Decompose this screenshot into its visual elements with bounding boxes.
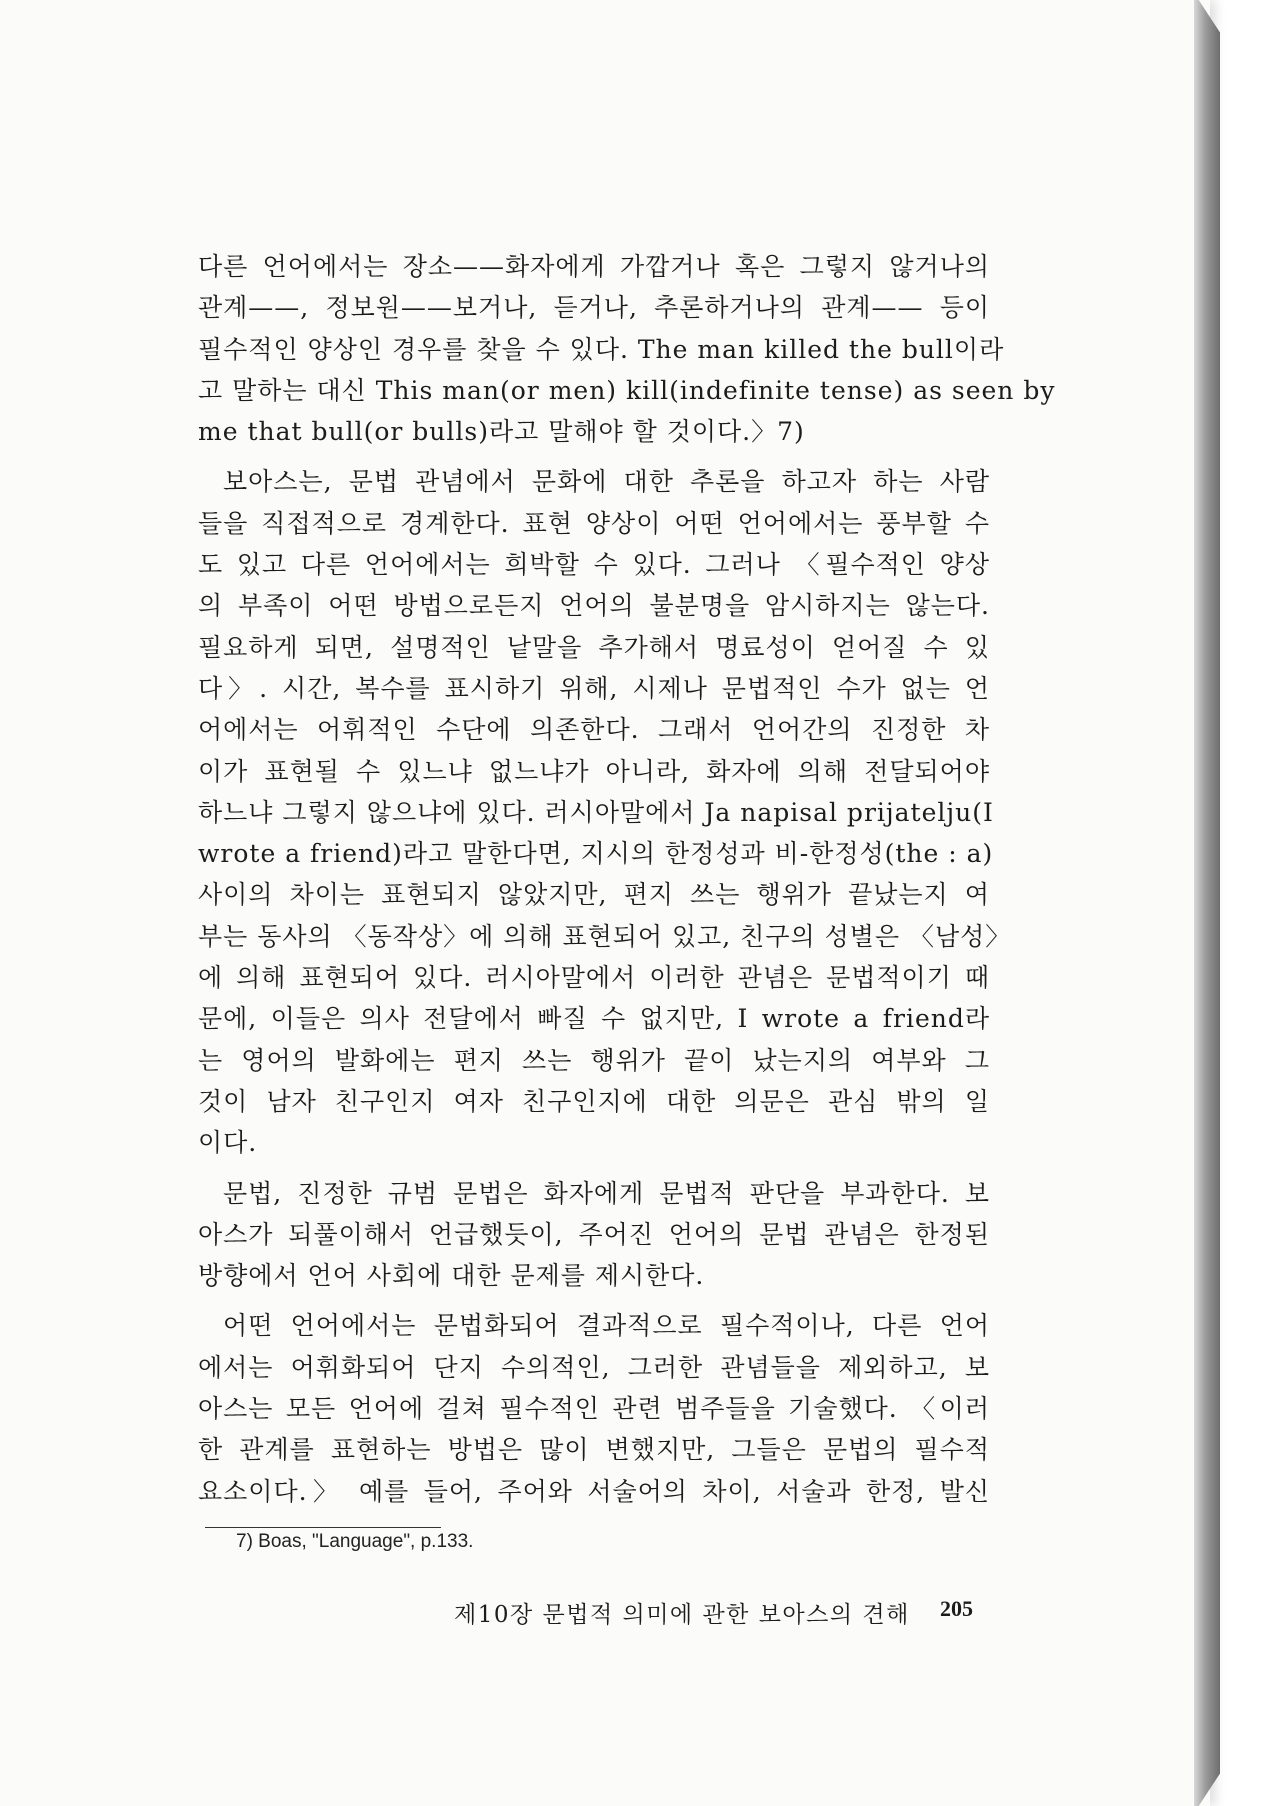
text-line: 에서는 어휘화되어 단지 수의적인, 그러한 관념들을 제외하고, 보 [198, 1352, 990, 1382]
running-head: 제10장 문법적 의미에 관한 보아스의 견해 [454, 1602, 910, 1628]
text-line: 보아스는, 문법 관념에서 문화에 대한 추론을 하고자 하는 사람 [223, 467, 990, 497]
text-line: 관계——, 정보원——보거나, 듣거나, 추론하거나의 관계—— 등이 [198, 293, 990, 323]
text-line: 부는 동사의 〈동작상〉에 의해 표현되어 있고, 친구의 성별은 〈남성〉 [198, 921, 1012, 951]
text-line: 의 부족이 어떤 방법으로든지 언어의 불분명을 암시하지는 않는다. [198, 591, 990, 621]
page-number: 205 [940, 1596, 973, 1621]
footnote: 7) Boas, "Language", p.133. [236, 1531, 474, 1552]
text-line: 도 있고 다른 언어에서는 희박할 수 있다. 그러나 〈필수적인 양상 [198, 550, 990, 580]
text-line: 는 영어의 발화에는 편지 쓰는 행위가 끝이 났는지의 여부와 그 [198, 1045, 990, 1075]
text-line: 한 관계를 표현하는 방법은 많이 변했지만, 그들은 문법의 필수적 [198, 1435, 990, 1465]
text-line: 하느냐 그렇지 않으냐에 있다. 러시아말에서 Ja napisal prijatelju(I [198, 797, 994, 827]
text-line: 요소이다.〉 예를 들어, 주어와 서술어의 차이, 서술과 한정, 발신 [198, 1476, 990, 1506]
text-line: 어에서는 어휘적인 수단에 의존한다. 그래서 언어간의 진정한 차 [198, 715, 990, 745]
text-line: 방향에서 언어 사회에 대한 문제를 제시한다. [198, 1261, 705, 1291]
text-line: 아스는 모든 언어에 걸쳐 필수적인 관련 범주들을 기술했다. 〈이러 [198, 1394, 990, 1424]
text-line: 필요하게 되면, 설명적인 낱말을 추가해서 명료성이 얻어질 수 있 [198, 632, 990, 662]
text-line: 다른 언어에서는 장소——화자에게 가깝거나 혹은 그렇지 않거나의 [198, 252, 990, 281]
text-line: wrote a friend)라고 말한다면, 지시의 한정성과 비-한정성(the : a) [198, 839, 994, 869]
text-line: 아스가 되풀이해서 언급했듯이, 주어진 언어의 문법 관념은 한정된 [198, 1219, 990, 1249]
text-line: 들을 직접적으로 경계한다. 표현 양상이 어떤 언어에서는 풍부할 수 [198, 508, 990, 538]
text-line: 이다. [198, 1128, 258, 1158]
text-line: 것이 남자 친구인지 여자 친구인지에 대한 의문은 관심 밖의 일 [198, 1086, 990, 1116]
text-line: 에 의해 표현되어 있다. 러시아말에서 이러한 관념은 문법적이기 때 [198, 963, 990, 993]
body-text [198, 246, 1056, 1512]
text-line: 고 말하는 대신 This man(or men) kill(indefinite tense) as seen by [198, 375, 1056, 405]
text-line: 사이의 차이는 표현되지 않았지만, 편지 쓰는 행위가 끝났는지 여 [198, 880, 990, 910]
text-line: 이가 표현될 수 있느냐 없느냐가 아니라, 화자에 의해 전달되어야 [198, 756, 990, 786]
text-line: 문에, 이들은 의사 전달에서 빠질 수 없지만, I wrote a friend라 [198, 1004, 990, 1034]
footnote-rule [205, 1527, 441, 1528]
paragraph-gap [198, 1296, 990, 1305]
page-edge-shadow [1194, 0, 1220, 1806]
text-line: 어떤 언어에서는 문법화되어 결과적으로 필수적이나, 다른 언어 [223, 1311, 990, 1341]
text-line: 필수적인 양상인 경우를 찾을 수 있다. The man killed the bull이라 [198, 334, 1005, 364]
paragraph-gap [198, 1164, 990, 1173]
paragraph-gap [198, 452, 990, 461]
text-line: 다〉. 시간, 복수를 표시하기 위해, 시제나 문법적인 수가 없는 언 [198, 673, 990, 703]
text-line: 문법, 진정한 규범 문법은 화자에게 문법적 판단을 부과한다. 보 [223, 1178, 990, 1208]
text-line: me that bull(or bulls)라고 말해야 할 것이다.〉7) [198, 417, 805, 447]
